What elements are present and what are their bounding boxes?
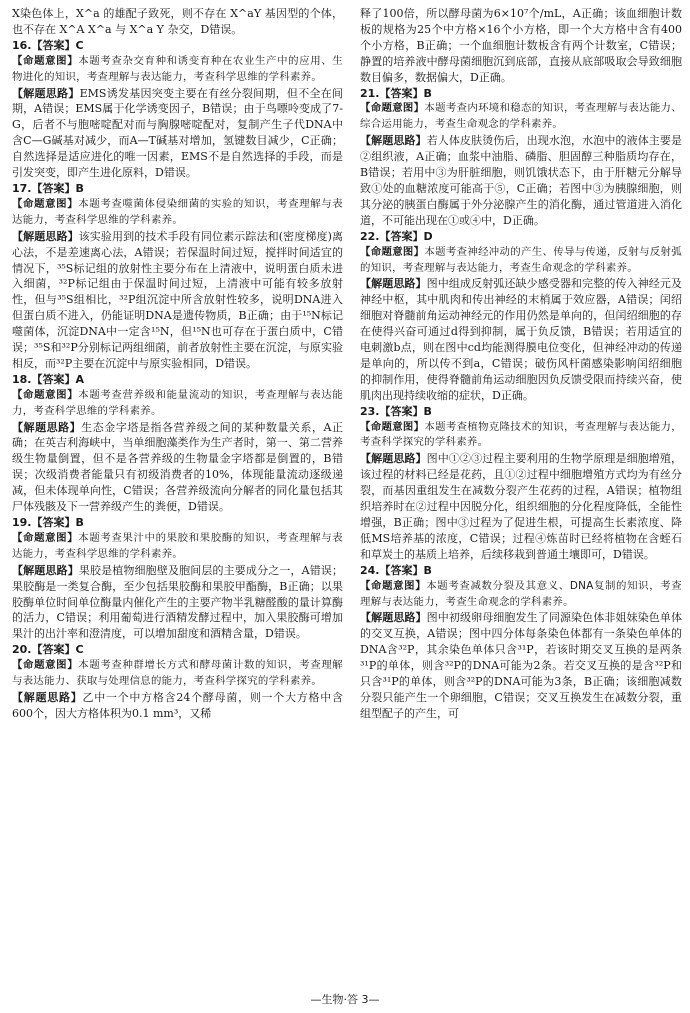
question-21 [360,86,682,229]
q21-answer: B [423,86,432,100]
question-16 [12,38,343,181]
q17-intent-line [12,197,343,229]
question-19 [12,515,343,642]
question-18 [12,372,343,515]
q21-analysis-tag: 【解题思路】 [360,134,427,148]
q22-intent: 本题考查神经冲动的产生、传导与传递，反射与反射弧的知识，考查理解与表达能力，考查生命观念的学科素养。 [360,245,682,274]
q17-intent: 本题考查噬菌体侵染细菌的实验的知识，考查理解与表达能力，考查科学思维的学科素养。 [12,197,343,226]
q22-intent-tag: 【命题意图】 [360,245,425,258]
q18-answer-tag: 【答案】 [31,372,76,386]
question-23 [360,404,682,563]
q22-answer: D [423,229,433,243]
q24-analysis-tag: 【解题思路】 [360,611,427,625]
q16-analysis-line [12,86,343,181]
q23-number: 23. [360,404,380,418]
q22-number: 22. [360,229,380,243]
q20-continuation: 释了100倍，所以酵母菌为6×10⁷个/mL，A正确；该血细胞计数板的规格为25个中方格×16个小方格，即一个大方格中含有400个小方格，B正确；一个血细胞计数板含有两个计数室，C错误；静置的培养液中酵母菌细胞沉到底部，直接从底部吸取会导致细胞数目偏多，数据偏大，D正确。 [360,7,682,84]
q21-intent-line [360,101,682,133]
q18-answer-line [12,372,343,388]
q17-answer-line [12,181,343,197]
q18-answer: A [75,372,85,386]
q21-number: 21. [360,86,380,100]
right-column [360,6,682,981]
q21-analysis-line [360,133,682,228]
q19-analysis-tag: 【解题思路】 [12,563,79,577]
q22-intent-line [360,245,682,277]
q20-analysis-tag: 【解题思路】 [12,690,83,704]
q18-analysis-line [12,420,343,515]
q16-intent: 本题考查杂交育种和诱变育种在农业生产中的应用、生物进化的知识，考查理解与表达能力，考查科学思维的学科素养。 [12,54,343,83]
q23-intent-tag: 【命题意图】 [360,420,425,433]
q22-analysis: 图中组成反射弧还缺少感受器和完整的传入神经元及神经中枢，其中肌肉和传出神经的末梢属于效应器，A错误；闰绍细胞对脊髓前角运动神经元的作用仍然是单向的，但闰绍细胞的存在使得兴奋可通过d得到抑制，属于负反馈，B错误；若用适宜的电刺激b点，则在图中cd均能测得膜电位变化，但神经冲动的传递是单向的，所以传不到a，C错误；破伤风杆菌感染影响闰绍细胞的抑制作用，使得脊髓前角运动细胞因负反馈受限而持续兴奋，使肌肉出现持续收缩的症状，D正确。 [360,277,682,402]
q24-answer-tag: 【答案】 [379,563,424,577]
q19-number: 19. [12,516,32,529]
q18-intent: 本题考查营养级和能量流动的知识，考查理解与表达能力，考查科学思维的学科素养。 [12,388,343,417]
left-column [12,6,343,981]
q20-intent-tag: 【命题意图】 [12,659,79,672]
q17-intent-tag: 【命题意图】 [12,197,79,210]
q21-answer-tag: 【答案】 [379,86,424,100]
q23-analysis-tag: 【解题思路】 [360,452,427,466]
q16-analysis-tag: 【解题思路】 [12,86,80,100]
q20-answer-line [12,642,343,658]
q18-analysis-tag: 【解题思路】 [12,420,82,434]
q23-answer: B [423,404,432,418]
question-20 [12,642,343,722]
q19-analysis: 果胶是植物细胞壁及胞间层的主要成分之一，A错误；果胶酶是一类复合酶，至少包括果胶酶和果胶甲酯酶，B正确；以果胶酶单位时间单位酶量内催化产生的主要产物半乳糖醛酸的量计算酶的活力，C错误；利用葡萄进行酒精发酵过程中，加入果胶酶可增加果汁的出汁率和澄清度，可以增加甜度和酒精含量，D错误。 [12,563,343,641]
q22-answer-line [360,229,682,245]
q24-answer-line [360,563,682,579]
q19-intent: 本题考查果汁中的果胶和果胶酶的知识，考查理解与表达能力，考查科学思维的学科素养。 [12,531,343,560]
q16-answer-tag: 【答案】 [31,38,76,52]
q19-intent-line [12,531,343,563]
q20-answer-tag: 【答案】 [31,643,76,657]
q20-number: 20. [12,643,32,657]
intro-text: X染色体上，X^a 的雄配子致死，则不存在 X^aY 基因型的个体，也不存在 X^A X^a 与 X^a Y 杂交，D错误。 [12,7,343,36]
q17-analysis: 该实验用到的技术手段有同位素示踪法和(密度梯度)离心法，不是差速离心法，A错误；若保温时间过短，搅拌时间适宜的情况下，³⁵S标记组的放射性主要分布在上清液中，说明蛋白质未进入细菌，³²P标记组由于保温时间过短，上清液中可能有较多放射性，但与³⁵S组相比，³²P组沉淀中所含放射性较多，说明DNA进入但蛋白质不进入，仍能证明DNA是遗传物质，B正确；由于¹⁵N标记噬菌体，沉淀DNA中一定含¹⁵N，但¹⁵N也可存在于蛋白质中，C错误；³⁵S和³²P分别标记两组细菌，前者放射性主要在沉淀，与原实验相反，而³²P主要在沉淀中与原实验相同，D错误。 [12,229,343,370]
q17-analysis-line [12,229,343,372]
question-22 [360,229,682,404]
q19-intent-tag: 【命题意图】 [12,531,79,544]
q17-number: 17. [12,181,32,195]
q24-analysis: 图中初级卵母细胞发生了同源染色体非姐妹染色单体的交叉互换，A错误；图中四分体每条染色体都有一条染色单体的DNA含³²P，其余染色单体只含³¹P，若该时期交叉互换的是两条³¹P的单体，则含³²P的DNA可能为2条。若交叉互换的是含³²P和只含³¹P的单体，则含³²P的DNA可能为3条，B正确；该细胞减数分裂只能产生一个卵细胞，C错误；交叉互换发生在减数分裂，重组型配子的产生，可 [360,611,682,720]
q19-answer: B [75,516,84,529]
q22-analysis-line [360,276,682,403]
q19-answer-tag: 【答案】 [31,516,76,529]
q24-answer: B [423,563,432,577]
q24-intent-tag: 【命题意图】 [360,579,427,592]
q17-analysis-tag: 【解题思路】 [12,229,79,243]
q17-answer: B [75,181,84,195]
q19-answer-line [12,515,343,531]
q16-answer: C [75,38,84,52]
q21-analysis: 若人体皮肤烫伤后，出现水泡，水泡中的液体主要是②组织液，A正确；血浆中油脂、磷脂、胆固醇三种脂质均存在，B错误；若用中③为肝脏细胞，则饥饿状态下，由于肝糖元分解导致①处的血糖浓度可能高于⑤，C正确；若图中③为胰腺细胞，则其分泌的胰蛋白酶属于外分泌腺产生的消化酶，通过管道进入消化道，不可能出现在①或④中，D正确。 [360,134,682,227]
question-17 [12,181,343,372]
q20-answer: C [75,643,84,657]
q23-intent-line [360,420,682,452]
q24-analysis-line [360,610,682,721]
q17-answer-tag: 【答案】 [31,181,76,195]
q19-analysis-line [12,563,343,643]
question-24 [360,563,682,722]
q16-number: 16. [12,38,32,52]
q20-intent-line [12,658,343,690]
q21-intent-tag: 【命题意图】 [360,102,425,115]
q20-analysis: 乙中一个中方格含24个酵母菌，则一个大方格中含600个，因大方格体积为0.1 mm³，又稀 [12,690,343,720]
q16-intent-tag: 【命题意图】 [12,54,79,67]
q22-answer-tag: 【答案】 [379,229,424,243]
q18-intent-tag: 【命题意图】 [12,388,79,401]
q21-answer-line [360,86,682,102]
q21-intent: 本题考查内环境和稳态的知识，考查理解与表达能力、综合运用能力，考查生命观念的学科素养。 [360,102,682,131]
q24-intent: 本题考查减数分裂及其意义、DNA复制的知识，考查理解与表达能力，考查生命观念的学科素养。 [360,579,682,608]
q24-number: 24. [360,563,380,577]
q23-analysis: 图中①②③过程主要利用的生物学原理是细胞增殖，该过程的材料已经是花药，且①②过程中细胞增殖方式均为有丝分裂，而基因重组发生在减数分裂产生花药的过程，A错误；植物组织培养时在②过程中因脱分化，组织细胞的分化程度降低，全能性增强，B正确；图中③过程为了促进生根，可提高生长素浓度、降低MS培养基的浓度，C错误；过程④炼苗时已经将植物在含蛭石和草炭土的基质上培养，后续移栽到普通土壤即可，D错误。 [360,452,682,561]
q18-number: 18. [12,372,32,386]
q16-analysis: EMS诱发基因突变主要在有丝分裂间期，但不全在间期，A错误；EMS属于化学诱变因子，B错误；由于鸟嘌呤变成了7-G，后者不与胞嘧啶配对而与胸腺嘧啶配对，复制产生子代DNA中含C—G碱基对减少，而A—T碱基对增加，氢键数目减少，C正确；自然选择是适应进化的唯一因素，EMS不是自然选择的手段，而是引发突变，即产生进化原料，D错误。 [12,86,343,180]
q23-intent: 本题考查植物克隆技术的知识，考查理解与表达能力，考查科学探究的学科素养。 [360,420,682,449]
q18-intent-line [12,388,343,420]
q23-answer-tag: 【答案】 [379,404,424,418]
q23-answer-line [360,404,682,420]
q20-analysis-line [12,690,343,722]
q16-answer-line [12,38,343,54]
q24-intent-line [360,579,682,611]
page-footer: —生物·答 3— [310,993,380,1006]
q22-analysis-tag: 【解题思路】 [360,277,427,291]
q20-intent: 本题考查种群增长方式和酵母菌计数的知识，考查理解与表达能力、获取与处理信息的能力，考查科学探究的学科素养。 [12,659,343,688]
q16-intent-line [12,54,343,86]
q18-analysis: 生态金字塔是指各营养级之间的某种数量关系，A正确；在英吉利海峡中，当单细胞藻类作为生产者时，第一、第二营养级生物量倒置，但不是各营养级的生物量金字塔都是倒置的，B错误；次级消费者能量只有初级消费者的10%，体现能量流动逐级递减，但未体现单向性，C错误；各营养级流向分解者的同化量包括其尸体残骸及下一营养级产生的粪便，D错误。 [12,420,343,514]
q23-analysis-line [360,451,682,562]
